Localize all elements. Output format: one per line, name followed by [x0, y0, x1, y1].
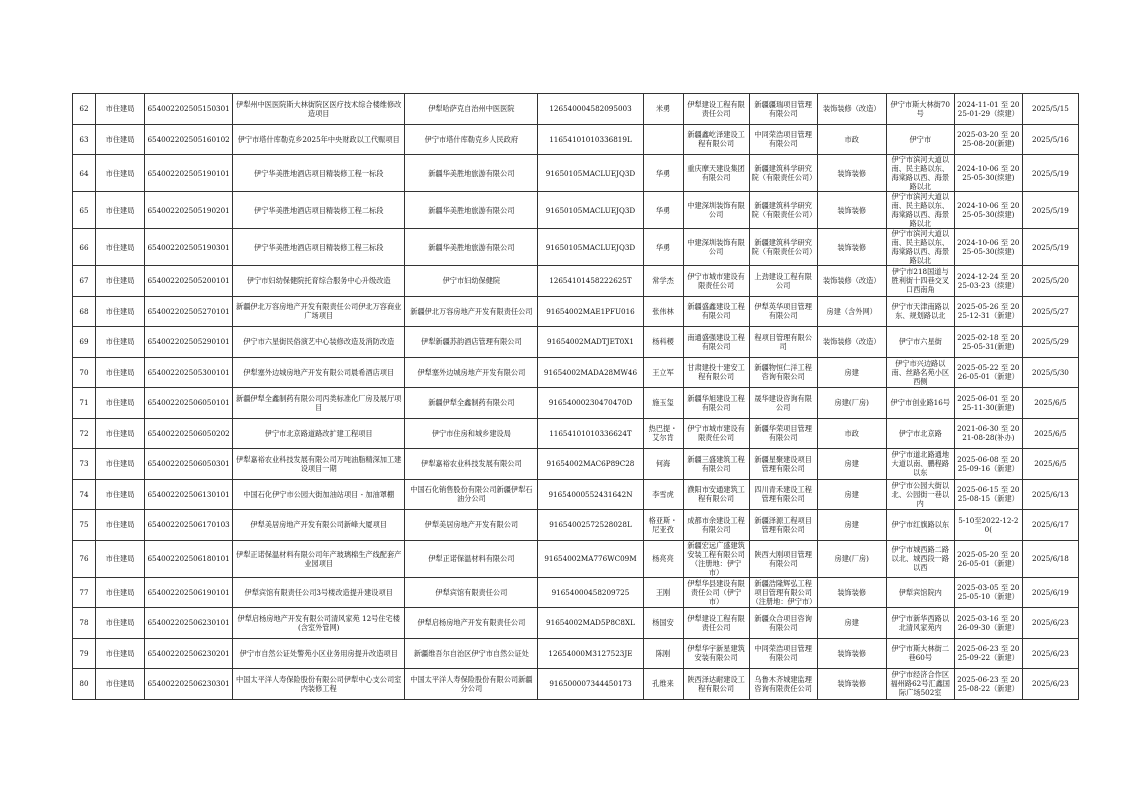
contact-person-cell: 王刚: [643, 577, 683, 608]
construction-period-cell: 2025-06-23 至 2025-08-22（新建）: [954, 669, 1022, 700]
construction-period-cell: 2025-03-16 至 2026-09-30（新建）: [954, 608, 1022, 639]
contractor-cell: 中建深圳装饰有限公司: [683, 192, 749, 229]
contact-person-cell: 米勇: [643, 94, 683, 125]
contractor-cell: 伊犁华县建设有限责任公司（伊宁市）: [683, 577, 749, 608]
owner-cell: 新疆维吾尔自治区伊宁市自然公证处: [405, 638, 538, 669]
credit-code-cell: 91654002MADA28MW46: [538, 357, 643, 388]
contractor-cell: 新疆华旭建设工程有限公司: [683, 388, 749, 419]
contact-person-cell: [643, 124, 683, 155]
credit-code-cell: 12654000458209500З: [538, 94, 643, 125]
date-cell: 2025/6/13: [1022, 479, 1078, 510]
row-number: 80: [73, 669, 96, 700]
credit-code-cell: 11654101010336624T: [538, 418, 643, 449]
table-row: [73, 540, 1079, 577]
credit-code-cell: 91654002MAD5P8C8XL: [538, 608, 643, 639]
table-row: [73, 229, 1079, 266]
owner-cell: 伊犁正诺保温材料有限公司: [405, 540, 538, 577]
owner-cell: 伊犁宾馆有限责任公司: [405, 577, 538, 608]
location-cell: 伊宁市城西路二路以北、城西段一路以西: [886, 540, 954, 577]
construction-period-cell: 2025-05-22 至 2026-05-01（新建）: [954, 357, 1022, 388]
row-number: 65: [73, 192, 96, 229]
row-number: 67: [73, 266, 96, 297]
contact-person-cell: 杨科稷: [643, 327, 683, 358]
row-number: 68: [73, 296, 96, 327]
contact-person-cell: 常学杰: [643, 266, 683, 297]
construction-period-cell: 5-10至2022-12-20(: [954, 510, 1022, 541]
project-name-cell: 伊宁华美胜地酒店项目精装修工程二标段: [233, 192, 405, 229]
location-cell: 伊宁市红旗路以东: [886, 510, 954, 541]
contact-person-cell: 杨亮亮: [643, 540, 683, 577]
project-type-cell: 房建: [817, 510, 886, 541]
date-cell: 2025/6/18: [1022, 540, 1078, 577]
supervisor-cell: 中同荣浩项目管理有限公司: [749, 124, 817, 155]
credit-code-cell: 91654000230470470D: [538, 388, 643, 419]
project-type-cell: 装饰装修（改造）: [817, 266, 886, 297]
contact-person-cell: 华勇: [643, 155, 683, 192]
project-type-cell: 房建（含外网）: [817, 296, 886, 327]
credit-code-cell: 91650105MACLUEJQ3D: [538, 192, 643, 229]
row-number: 78: [73, 608, 96, 639]
contractor-cell: 伊宁市城市建设有限责任公司: [683, 418, 749, 449]
owner-cell: 伊犁美居房地产开发有限公司: [405, 510, 538, 541]
location-cell: 伊犁宾馆院内: [886, 577, 954, 608]
project-name-cell: 新疆伊北万容房地产开发有限责任公司伊北万容商业广场项目: [233, 296, 405, 327]
contact-person-cell: 华勇: [643, 192, 683, 229]
row-number: 70: [73, 357, 96, 388]
row-number: 63: [73, 124, 96, 155]
owner-cell: 伊犁塞外边城房地产开发有限公司: [405, 357, 538, 388]
date-cell: 2025/5/19: [1022, 155, 1078, 192]
construction-period-cell: 2024-10-06 至 2025-05-30(续建): [954, 192, 1022, 229]
table-row: [73, 327, 1079, 358]
construction-period-cell: 2024-10-06 至 2025-05-30(续建): [954, 229, 1022, 266]
supervisor-cell: 新疆建筑科学研究院（有限责任公司）: [749, 155, 817, 192]
construction-period-cell: 2024-11-01 至 2025-01-29（续建）: [954, 94, 1022, 125]
contact-person-cell: 施玉玺: [643, 388, 683, 419]
contractor-cell: 中建深圳装饰有限公司: [683, 229, 749, 266]
project-name-cell: 伊犁美居房地产开发有限公司新峰大厦项目: [233, 510, 405, 541]
table-body: [73, 94, 1079, 700]
location-cell: 伊宁市滨河大道以南、民主路以东、海棠路以西、海景路以北: [886, 155, 954, 192]
department-cell: 市住建局: [96, 577, 145, 608]
row-number: 76: [73, 540, 96, 577]
project-code-cell: 654002202505290101: [145, 327, 233, 358]
project-type-cell: 装饰装修: [817, 638, 886, 669]
contractor-cell: 濮阳市安通建筑工程有限公司: [683, 479, 749, 510]
date-cell: 2025/5/30: [1022, 357, 1078, 388]
owner-cell: 伊宁市塔什库勒克乡人民政府: [405, 124, 538, 155]
project-name-cell: 伊宁华美胜地酒店项目精装修工程三标段: [233, 229, 405, 266]
table-row: [73, 479, 1079, 510]
supervisor-cell: 新疆众合项目咨询有限公司: [749, 608, 817, 639]
project-name-cell: 伊犁塞外边城房地产开发有限公司晨希酒店项目: [233, 357, 405, 388]
contractor-cell: 南通盛强建设工程有限公司: [683, 327, 749, 358]
table-row: [73, 638, 1079, 669]
contractor-cell: 新疆鑫屹泽建设工程有限公司: [683, 124, 749, 155]
department-cell: 市住建局: [96, 388, 145, 419]
owner-cell: 伊犁启杨房地产开发有限责任公司: [405, 608, 538, 639]
table-row: [73, 388, 1079, 419]
table-row: [73, 192, 1079, 229]
date-cell: 2025/6/23: [1022, 608, 1078, 639]
project-name-cell: 伊宁市妇幼保健院托育综合服务中心升级改造: [233, 266, 405, 297]
row-number: 64: [73, 155, 96, 192]
project-code-cell: 654002202505190201: [145, 192, 233, 229]
supervisor-cell: 新疆星聚建设项目管理有限公司: [749, 449, 817, 480]
project-type-cell: 房建(厂房): [817, 388, 886, 419]
contact-person-cell: 李雪虎: [643, 479, 683, 510]
project-code-cell: 654002202505190101: [145, 155, 233, 192]
credit-code-cell: 12654000M3127523JE: [538, 638, 643, 669]
project-name-cell: 伊犁宾馆有限责任公司3号楼改造提升建设项目: [233, 577, 405, 608]
project-code-cell: 654002202505150301: [145, 94, 233, 125]
supervisor-cell: 新疆建筑科学研究院（有限责任公司）: [749, 229, 817, 266]
credit-code-cell: 91654002MAC6P89C28: [538, 449, 643, 480]
credit-code-cell: 91654002MAE1PFU016: [538, 296, 643, 327]
contact-person-cell: 格亚斯・尼亚孜: [643, 510, 683, 541]
department-cell: 市住建局: [96, 638, 145, 669]
date-cell: 2025/5/19: [1022, 192, 1078, 229]
project-name-cell: 伊宁市北京路道路改扩建工程项目: [233, 418, 405, 449]
construction-period-cell: 2025-06-23 至 2025-09-22（新建）: [954, 638, 1022, 669]
contact-person-cell: 华勇: [643, 229, 683, 266]
contractor-cell: 伊犁建设工程有限责任公司: [683, 608, 749, 639]
department-cell: 市住建局: [96, 479, 145, 510]
table-row: [73, 449, 1079, 480]
table-row: [73, 155, 1079, 192]
project-type-cell: 装饰装修: [817, 192, 886, 229]
owner-cell: 伊宁市住房和城乡建设局: [405, 418, 538, 449]
location-cell: 伊宁市斯大林街二巷60号: [886, 638, 954, 669]
contractor-cell: 甘肃建投十建安工程有限公司: [683, 357, 749, 388]
department-cell: 市住建局: [96, 155, 145, 192]
contractor-cell: 成都市余建设工程有限公司: [683, 510, 749, 541]
row-number: 77: [73, 577, 96, 608]
project-code-cell: 654002202505190301: [145, 229, 233, 266]
owner-cell: 新疆华美胜地旅游有限公司: [405, 155, 538, 192]
construction-period-cell: 2025-06-08 至 2025-09-16（新建）: [954, 449, 1022, 480]
row-number: 72: [73, 418, 96, 449]
construction-period-cell: 2025-05-26 至 2025-12-31（新建）: [954, 296, 1022, 327]
date-cell: 2025/5/27: [1022, 296, 1078, 327]
credit-code-cell: 91650105MACLUEJQ3D: [538, 229, 643, 266]
location-cell: 伊宁市新华西路以北清风家苑内: [886, 608, 954, 639]
date-cell: 2025/5/19: [1022, 229, 1078, 266]
date-cell: 2025/6/5: [1022, 388, 1078, 419]
contractor-cell: 新疆盛鑫建设工程有限公司: [683, 296, 749, 327]
construction-period-cell: 2025-05-20 至 2026-05-01（新建）: [954, 540, 1022, 577]
date-cell: 2025/6/23: [1022, 669, 1078, 700]
location-cell: 伊宁市经济合作区福州路62号汇鑫国际广场502室: [886, 669, 954, 700]
project-type-cell: 装饰装修: [817, 577, 886, 608]
department-cell: 市住建局: [96, 357, 145, 388]
table-row: [73, 124, 1079, 155]
supervisor-cell: 四川青禾建设工程管理有限公司: [749, 479, 817, 510]
department-cell: 市住建局: [96, 94, 145, 125]
project-registry-table: [72, 93, 1079, 700]
supervisor-cell: 乌鲁木齐城建监理咨询有限责任公司: [749, 669, 817, 700]
row-number: 66: [73, 229, 96, 266]
project-name-cell: 中国石化伊宁市公园大街加油站项目 - 加油罩棚: [233, 479, 405, 510]
contractor-cell: 新疆三盛建筑工程有限公司: [683, 449, 749, 480]
credit-code-cell: 11654101010336819L: [538, 124, 643, 155]
location-cell: 伊宁市兴边路以南、丝路名苑小区西侧: [886, 357, 954, 388]
date-cell: 2025/6/19: [1022, 577, 1078, 608]
project-name-cell: 伊宁市六星街民俗演艺中心装修改造及消防改造: [233, 327, 405, 358]
project-code-cell: 654002202505200101: [145, 266, 233, 297]
date-cell: 2025/6/23: [1022, 638, 1078, 669]
project-name-cell: 伊犁正诺保温材料有限公司年产玻璃棉生产线配套产业园项目: [233, 540, 405, 577]
credit-code-cell: 91654002572528028L: [538, 510, 643, 541]
row-number: 75: [73, 510, 96, 541]
supervisor-cell: 晟华建设咨询有限公司: [749, 388, 817, 419]
contractor-cell: 重庆摩天建设集团有限公司: [683, 155, 749, 192]
owner-cell: 伊犁新疆苏韵酒店管理有限公司: [405, 327, 538, 358]
project-type-cell: 装饰装修: [817, 669, 886, 700]
row-number: 71: [73, 388, 96, 419]
row-number: 69: [73, 327, 96, 358]
location-cell: 伊宁市天津南路以东、规划路以北: [886, 296, 954, 327]
table-row: [73, 669, 1079, 700]
contact-person-cell: 张伟林: [643, 296, 683, 327]
contractor-cell: 伊犁建设工程有限责任公司: [683, 94, 749, 125]
construction-period-cell: 2025-06-15 至 2025-08-15（新建）: [954, 479, 1022, 510]
project-type-cell: 装饰装修: [817, 229, 886, 266]
supervisor-cell: 新疆华荣项目管理有限公司: [749, 418, 817, 449]
department-cell: 市住建局: [96, 418, 145, 449]
department-cell: 市住建局: [96, 266, 145, 297]
location-cell: 伊宁市六星街: [886, 327, 954, 358]
credit-code-cell: 91650105MACLUEJQ3D: [538, 155, 643, 192]
contact-person-cell: 何海: [643, 449, 683, 480]
credit-code-cell: 91654000458209725: [538, 577, 643, 608]
location-cell: 伊宁市: [886, 124, 954, 155]
project-type-cell: 房建(厂房): [817, 540, 886, 577]
construction-period-cell: 2025-06-01 至 2025-11-30(新建): [954, 388, 1022, 419]
credit-code-cell: 91650000734445017З: [538, 669, 643, 700]
date-cell: 2025/5/29: [1022, 327, 1078, 358]
project-code-cell: 654002202505300101: [145, 357, 233, 388]
location-cell: 伊宁市公园大街以北、公园街一巷以内: [886, 479, 954, 510]
table-row: [73, 608, 1079, 639]
project-name-cell: 伊宁市自然公证处警苑小区业务用房提升改造项目: [233, 638, 405, 669]
construction-period-cell: 2024-10-06 至 2025-05-30(续建): [954, 155, 1022, 192]
owner-cell: 中国石化销售股份有限公司新疆伊犁石油分公司: [405, 479, 538, 510]
table-row: [73, 357, 1079, 388]
document-page: [72, 93, 1079, 700]
location-cell: 伊宁市斯大林街70号: [886, 94, 954, 125]
location-cell: 伊宁市滨河大道以南、民主路以东、海棠路以西、海景路以北: [886, 229, 954, 266]
project-type-cell: 装饰装修: [817, 155, 886, 192]
project-type-cell: 装饰装修（改造）: [817, 94, 886, 125]
department-cell: 市住建局: [96, 327, 145, 358]
project-type-cell: 装饰装修（改造）: [817, 327, 886, 358]
owner-cell: 伊犁哈萨克自治州中医医院: [405, 94, 538, 125]
project-type-cell: 房建: [817, 449, 886, 480]
project-type-cell: 房建: [817, 608, 886, 639]
construction-period-cell: 2021-06-30 至 2021-08-28(补办): [954, 418, 1022, 449]
row-number: 62: [73, 94, 96, 125]
contractor-cell: 伊宁市城市建设有限责任公司: [683, 266, 749, 297]
table-row: [73, 510, 1079, 541]
supervisor-cell: 新疆疆瑞项目管理有限公司: [749, 94, 817, 125]
owner-cell: 伊宁市妇幼保健院: [405, 266, 538, 297]
table-row: [73, 94, 1079, 125]
date-cell: 2025/6/17: [1022, 510, 1078, 541]
project-name-cell: 伊宁市塔什库勒克乡2025年中央财政以工代赈项目: [233, 124, 405, 155]
location-cell: 伊宁市滨河大道以南、民主路以东、海棠路以西、海景路以北: [886, 192, 954, 229]
supervisor-cell: 新疆浩隆辉弘工程项目管理有限公司（注册地：伊宁市）: [749, 577, 817, 608]
department-cell: 市住建局: [96, 229, 145, 266]
contact-person-cell: 热巴提・艾尔肯: [643, 418, 683, 449]
table-row: [73, 266, 1079, 297]
construction-period-cell: 2025-03-05 至 2025-05-10（新建）: [954, 577, 1022, 608]
department-cell: 市住建局: [96, 192, 145, 229]
project-type-cell: 房建: [817, 357, 886, 388]
project-code-cell: 654002202505160102: [145, 124, 233, 155]
project-code-cell: 654002202505270101: [145, 296, 233, 327]
project-code-cell: 654002202506230101: [145, 608, 233, 639]
project-name-cell: 新疆伊犁全鑫制药有限公司丙类标准化厂房及展厅项目: [233, 388, 405, 419]
project-type-cell: 市政: [817, 124, 886, 155]
project-code-cell: 654002202506130101: [145, 479, 233, 510]
location-cell: 伊宁市218国道与胜利街十四巷交叉口西南角: [886, 266, 954, 297]
supervisor-cell: 新疆建筑科学研究院（有限责任公司）: [749, 192, 817, 229]
project-code-cell: 654002202506230301: [145, 669, 233, 700]
owner-cell: 新疆华美胜地旅游有限公司: [405, 192, 538, 229]
owner-cell: 新疆伊北万容房地产开发有限责任公司: [405, 296, 538, 327]
project-code-cell: 654002202506180101: [145, 540, 233, 577]
project-code-cell: 654002202506170103: [145, 510, 233, 541]
department-cell: 市住建局: [96, 124, 145, 155]
contractor-cell: 陕西泽达耐建设工程有限公司: [683, 669, 749, 700]
owner-cell: 新疆华美胜地旅游有限公司: [405, 229, 538, 266]
owner-cell: 新疆伊犁全鑫制药有限公司: [405, 388, 538, 419]
project-type-cell: 房建: [817, 479, 886, 510]
project-type-cell: 市政: [817, 418, 886, 449]
construction-period-cell: 2024-12-24 至 2025-03-23（续建）: [954, 266, 1022, 297]
row-number: 74: [73, 479, 96, 510]
department-cell: 市住建局: [96, 608, 145, 639]
table-row: [73, 296, 1079, 327]
credit-code-cell: 91654002MA776WC09M: [538, 540, 643, 577]
department-cell: 市住建局: [96, 296, 145, 327]
table-row: [73, 577, 1079, 608]
supervisor-cell: 程项目管理有限公司: [749, 327, 817, 358]
contact-person-cell: 陈刚: [643, 638, 683, 669]
contact-person-cell: 孔维来: [643, 669, 683, 700]
credit-code-cell: 91654000552431642N: [538, 479, 643, 510]
supervisor-cell: 上劲建设工程有限公司: [749, 266, 817, 297]
project-name-cell: 中国太平洋人寿保险股份有限公司伊犁中心支公司室内装修工程: [233, 669, 405, 700]
table-row: [73, 418, 1079, 449]
date-cell: 2025/5/16: [1022, 124, 1078, 155]
credit-code-cell: 12654101458222625T: [538, 266, 643, 297]
date-cell: 2025/5/15: [1022, 94, 1078, 125]
location-cell: 伊宁市北京路: [886, 418, 954, 449]
construction-period-cell: 2025-02-18 至 2025-05-31(新建): [954, 327, 1022, 358]
row-number: 79: [73, 638, 96, 669]
contractor-cell: 新疆宏远广盛建筑安装工程有限公司（注册地：伊宁市）: [683, 540, 749, 577]
date-cell: 2025/6/5: [1022, 449, 1078, 480]
department-cell: 市住建局: [96, 449, 145, 480]
project-name-cell: 伊犁启杨房地产开发有限公司清风家苑 12号住宅楼(含室外管网): [233, 608, 405, 639]
supervisor-cell: 中同荣浩项目管理有限公司: [749, 638, 817, 669]
credit-code-cell: 91654002MADTJET0X1: [538, 327, 643, 358]
supervisor-cell: 新疆泽源工程项目管理有限公司: [749, 510, 817, 541]
supervisor-cell: 伊犁英华项目管理有限公司: [749, 296, 817, 327]
supervisor-cell: 陕西大刚项目管理有限公司: [749, 540, 817, 577]
project-code-cell: 654002202506050202: [145, 418, 233, 449]
project-code-cell: 654002202506050101: [145, 388, 233, 419]
project-code-cell: 654002202506230201: [145, 638, 233, 669]
department-cell: 市住建局: [96, 669, 145, 700]
project-code-cell: 654002202506190101: [145, 577, 233, 608]
contact-person-cell: 杨国安: [643, 608, 683, 639]
location-cell: 伊宁市道北路通地大道以南、鹏程路以东: [886, 449, 954, 480]
construction-period-cell: 2025-03-20 至 2025-08-20(新建): [954, 124, 1022, 155]
date-cell: 2025/6/5: [1022, 418, 1078, 449]
project-name-cell: 伊宁华美胜地酒店项目精装修工程一标段: [233, 155, 405, 192]
location-cell: 伊宁市创业路16号: [886, 388, 954, 419]
contractor-cell: 伊犁华宇新星建筑安装有限公司: [683, 638, 749, 669]
project-name-cell: 伊犁州中医医院斯大林街院区医疗技术综合楼维修改造项目: [233, 94, 405, 125]
project-code-cell: 654002202506050301: [145, 449, 233, 480]
project-name-cell: 伊犁嘉裕农业科技发展有限公司万吨油脂精深加工建设项目一期: [233, 449, 405, 480]
row-number: 73: [73, 449, 96, 480]
supervisor-cell: 新疆物恒仁洋工程咨询有限公司: [749, 357, 817, 388]
owner-cell: 伊犁嘉裕农业科技发展有限公司: [405, 449, 538, 480]
owner-cell: 中国太平洋人寿保险股份有限公司新疆分公司: [405, 669, 538, 700]
date-cell: 2025/5/20: [1022, 266, 1078, 297]
department-cell: 市住建局: [96, 540, 145, 577]
contact-person-cell: 王立军: [643, 357, 683, 388]
department-cell: 市住建局: [96, 510, 145, 541]
